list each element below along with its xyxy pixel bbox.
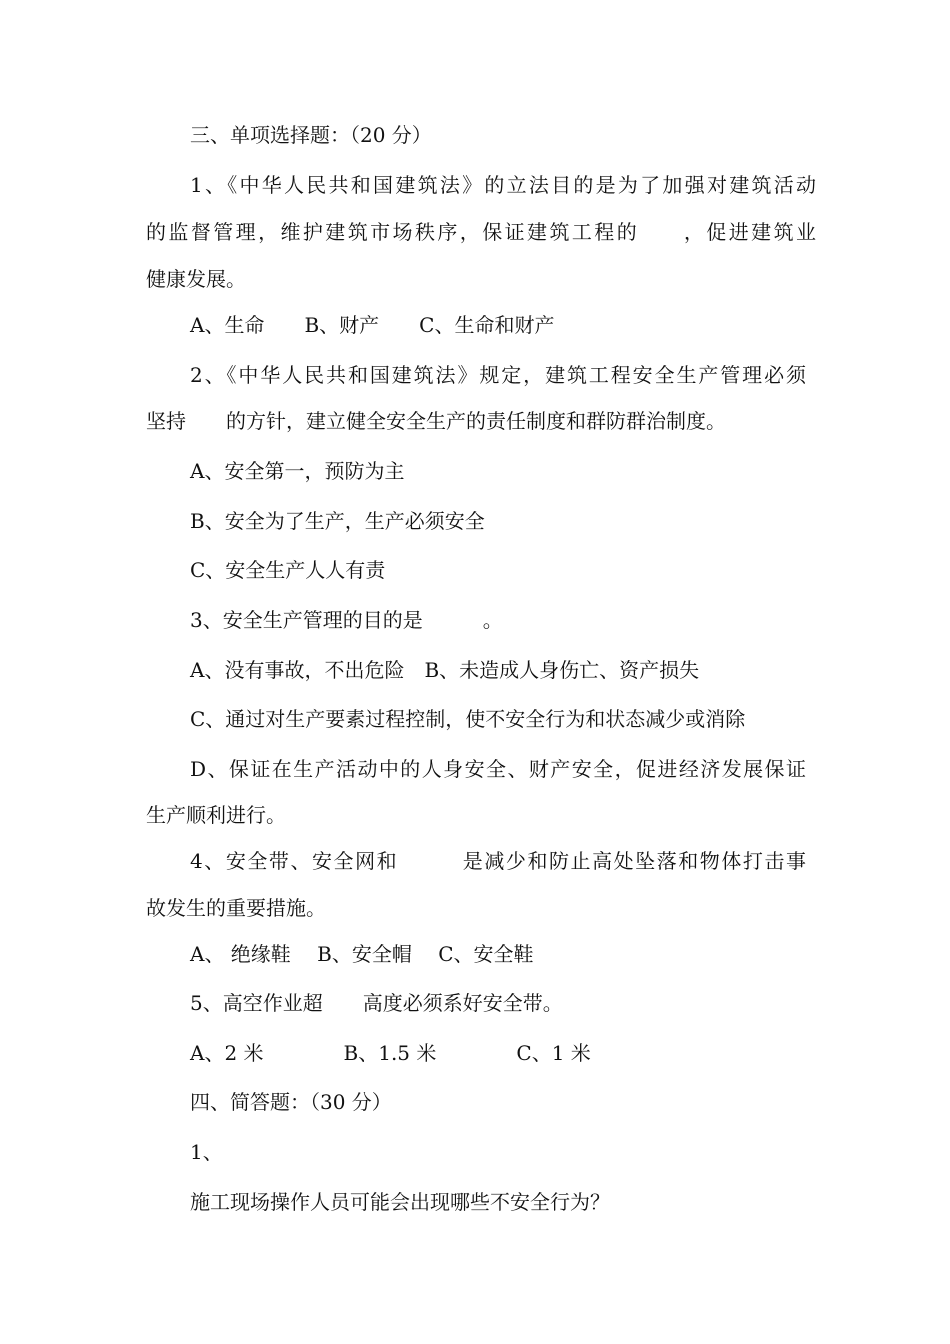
question-1-line-2: 的监督管理，维护建筑市场秩序，保证建筑工程的 ，促进建筑业 — [146, 220, 816, 244]
question-3-stem: 3、安全生产管理的目的是 。 — [190, 608, 503, 632]
short-answer-1-number: 1、 — [190, 1140, 223, 1164]
question-5-stem: 5、高空作业超 高度必须系好安全带。 — [190, 991, 563, 1015]
question-3-option-c: C、通过对生产要素过程控制，使不安全行为和状态减少或消除 — [190, 707, 746, 731]
question-2-option-c: C、安全生产人人有责 — [190, 558, 386, 582]
question-1-line-3: 健康发展。 — [146, 267, 246, 291]
question-2-line-1: 2、《中华人民共和国建筑法》规定，建筑工程安全生产管理必须 — [190, 363, 806, 387]
question-3-option-d-line-1: D、保证在生产活动中的人身安全、财产安全，促进经济发展保证 — [190, 757, 806, 781]
section-heading-short-answer: 四、简答题：（30 分） — [190, 1090, 392, 1114]
question-2-option-a: A、安全第一，预防为主 — [190, 459, 405, 483]
section-heading-single-choice: 三、单项选择题：（20 分） — [190, 123, 432, 147]
short-answer-1-question: 施工现场操作人员可能会出现哪些不安全行为？ — [190, 1190, 610, 1214]
question-5-options: A、2 米 B、1.5 米 C、1 米 — [190, 1041, 591, 1065]
question-3-option-d-line-2: 生产顺利进行。 — [146, 803, 286, 827]
question-1-options: A、生命 B、财产 C、生命和财产 — [190, 313, 555, 337]
question-1-line-1: 1、《中华人民共和国建筑法》的立法目的是为了加强对建筑活动 — [190, 173, 816, 197]
question-4-line-1: 4、安全带、安全网和 是减少和防止高处坠落和物体打击事 — [190, 849, 806, 873]
question-3-options-ab: A、没有事故，不出危险 B、未造成人身伤亡、资产损失 — [190, 658, 700, 682]
question-2-option-b: B、安全为了生产，生产必须安全 — [190, 509, 485, 533]
question-4-line-2: 故发生的重要措施。 — [146, 896, 326, 920]
question-2-line-2: 坚持 的方针，建立健全安全生产的责任制度和群防群治制度。 — [146, 409, 726, 433]
question-4-options: A、 绝缘鞋 B、安全帽 C、安全鞋 — [190, 942, 534, 966]
